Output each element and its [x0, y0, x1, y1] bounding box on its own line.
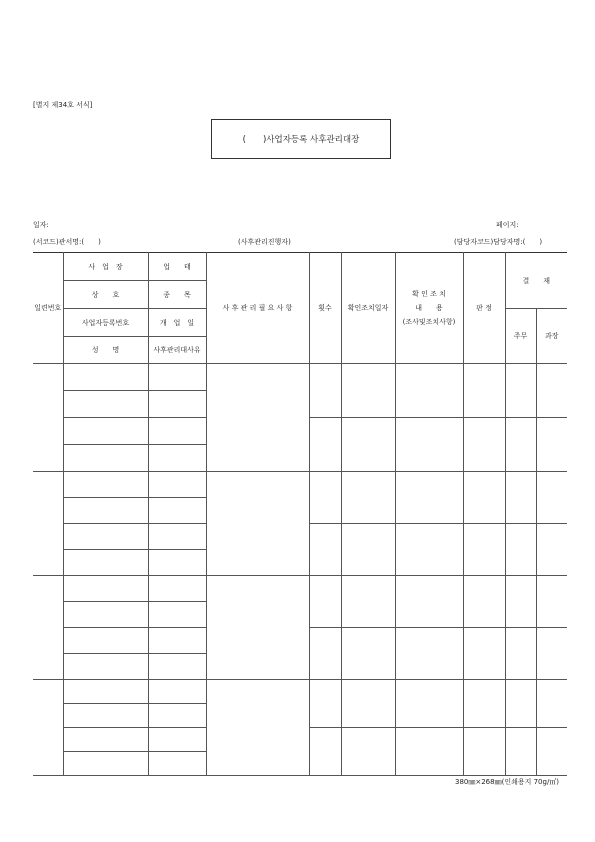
check-content-cell[interactable] — [395, 472, 463, 524]
header-judgment: 판 정 — [463, 253, 505, 364]
item-cell[interactable] — [148, 498, 206, 524]
serial-cell[interactable] — [33, 680, 63, 776]
business-type-cell[interactable] — [148, 576, 206, 602]
header-open-date: 개 업 일 — [148, 309, 206, 337]
reason-cell[interactable] — [148, 445, 206, 472]
serial-cell[interactable] — [33, 472, 63, 576]
judgment-cell[interactable] — [463, 418, 505, 472]
approval-chief-cell[interactable] — [536, 628, 567, 680]
page-label: 페이지: — [496, 221, 519, 229]
matters-cell[interactable] — [206, 680, 309, 776]
check-date-cell[interactable] — [341, 418, 395, 472]
matters-cell[interactable] — [206, 472, 309, 576]
name-cell[interactable] — [63, 445, 148, 472]
trade-name-cell[interactable] — [63, 391, 148, 418]
header-approval-staff: 주무 — [505, 309, 536, 364]
count-cell[interactable] — [309, 680, 341, 728]
approval-staff-cell[interactable] — [505, 524, 536, 576]
check-date-cell[interactable] — [341, 472, 395, 524]
check-date-cell[interactable] — [341, 680, 395, 728]
header-count: 횟수 — [309, 253, 341, 364]
judgment-cell[interactable] — [463, 576, 505, 628]
header-reason: 사후관리대사유 — [148, 337, 206, 364]
trade-name-cell[interactable] — [63, 704, 148, 728]
ledger-table — [33, 252, 567, 776]
approval-staff-cell[interactable] — [505, 680, 536, 728]
check-content-cell[interactable] — [395, 576, 463, 628]
check-date-cell[interactable] — [341, 524, 395, 576]
table-row — [33, 472, 567, 498]
approval-chief-cell[interactable] — [536, 728, 567, 776]
approval-staff-cell[interactable] — [505, 576, 536, 628]
header-item: 종 목 — [148, 281, 206, 309]
item-cell[interactable] — [148, 704, 206, 728]
check-content-cell[interactable] — [395, 680, 463, 728]
count-cell[interactable] — [309, 364, 341, 418]
approval-chief-cell[interactable] — [536, 364, 567, 418]
reg-number-cell[interactable] — [63, 524, 148, 550]
form-reference: [별지 제34호 서식] — [33, 101, 93, 109]
header-approval-chief: 과장 — [536, 309, 567, 364]
reason-cell[interactable] — [148, 550, 206, 576]
name-cell[interactable] — [63, 550, 148, 576]
matters-cell[interactable] — [206, 364, 309, 472]
header-check-content — [395, 253, 463, 364]
header-reg-number: 사업자등록번호 — [63, 309, 148, 337]
reg-number-cell[interactable] — [63, 628, 148, 654]
approval-chief-cell[interactable] — [536, 472, 567, 524]
count-cell[interactable] — [309, 728, 341, 776]
count-cell[interactable] — [309, 418, 341, 472]
check-content-cell[interactable] — [395, 628, 463, 680]
name-cell[interactable] — [63, 752, 148, 776]
reg-number-cell[interactable] — [63, 728, 148, 752]
open-date-cell[interactable] — [148, 628, 206, 654]
company-cell[interactable] — [63, 576, 148, 602]
approval-staff-cell[interactable] — [505, 728, 536, 776]
approval-staff-cell[interactable] — [505, 418, 536, 472]
form-title — [211, 119, 391, 159]
business-type-cell[interactable] — [148, 472, 206, 498]
header-row — [33, 253, 567, 281]
office-label: (서코드)관서명:( ) — [33, 238, 101, 246]
check-date-cell[interactable] — [341, 364, 395, 418]
progress-label: (사후관리진행자) — [238, 238, 291, 246]
date-label: 일자: — [33, 221, 49, 229]
count-cell[interactable] — [309, 472, 341, 524]
approval-staff-cell[interactable] — [505, 364, 536, 418]
name-cell[interactable] — [63, 654, 148, 680]
check-content-cell[interactable] — [395, 418, 463, 472]
business-type-cell[interactable] — [148, 680, 206, 704]
check-date-cell[interactable] — [341, 576, 395, 628]
approval-staff-cell[interactable] — [505, 472, 536, 524]
business-type-cell[interactable] — [148, 364, 206, 391]
open-date-cell[interactable] — [148, 524, 206, 550]
matters-cell[interactable] — [206, 576, 309, 680]
header-approval: 결 재 — [505, 253, 567, 309]
header-trade-name: 상 호 — [63, 281, 148, 309]
judgment-cell[interactable] — [463, 728, 505, 776]
form-title-text: ( )사업자등록 사후관리대장 — [242, 135, 360, 145]
header-company: 사 업 장 — [63, 253, 148, 281]
serial-cell[interactable] — [33, 364, 63, 472]
reason-cell[interactable] — [148, 752, 206, 776]
reason-cell[interactable] — [148, 654, 206, 680]
item-cell[interactable] — [148, 391, 206, 418]
check-content-cell[interactable] — [395, 524, 463, 576]
count-cell[interactable] — [309, 524, 341, 576]
company-cell[interactable] — [63, 364, 148, 391]
check-content-cell[interactable] — [395, 728, 463, 776]
trade-name-cell[interactable] — [63, 602, 148, 628]
count-cell[interactable] — [309, 628, 341, 680]
header-check-date: 확인조치일자 — [341, 253, 395, 364]
header-matters: 사 후 관 리 필 요 사 항 — [206, 253, 309, 364]
header-check-content-line3: (조사및조치사항) — [402, 318, 456, 326]
check-content-cell[interactable] — [395, 364, 463, 418]
header-serial: 일련번호 — [33, 253, 63, 364]
judgment-cell[interactable] — [463, 680, 505, 728]
table-row — [33, 576, 567, 602]
judgment-cell[interactable] — [463, 472, 505, 524]
company-cell[interactable] — [63, 472, 148, 498]
judgment-cell[interactable] — [463, 628, 505, 680]
approval-chief-cell[interactable] — [536, 418, 567, 472]
trade-name-cell[interactable] — [63, 498, 148, 524]
approval-chief-cell[interactable] — [536, 524, 567, 576]
count-cell[interactable] — [309, 576, 341, 628]
open-date-cell[interactable] — [148, 418, 206, 445]
approval-chief-cell[interactable] — [536, 680, 567, 728]
header-name: 성 명 — [63, 337, 148, 364]
officer-label: (담당자코드)담당자명:( ) — [454, 238, 543, 246]
serial-cell[interactable] — [33, 576, 63, 680]
table-row — [33, 364, 567, 391]
header-check-content-line1: 확 인 조 치 — [412, 290, 446, 298]
approval-staff-cell[interactable] — [505, 628, 536, 680]
header-business-type: 업 태 — [148, 253, 206, 281]
check-date-cell[interactable] — [341, 728, 395, 776]
open-date-cell[interactable] — [148, 728, 206, 752]
approval-chief-cell[interactable] — [536, 576, 567, 628]
reg-number-cell[interactable] — [63, 418, 148, 445]
item-cell[interactable] — [148, 602, 206, 628]
judgment-cell[interactable] — [463, 524, 505, 576]
table-row — [33, 680, 567, 704]
check-date-cell[interactable] — [341, 628, 395, 680]
judgment-cell[interactable] — [463, 364, 505, 418]
company-cell[interactable] — [63, 680, 148, 704]
paper-size-note: 380㎜×268㎜(인쇄용지 70g/㎡) — [455, 778, 560, 786]
header-check-content-line2: 내 용 — [415, 304, 443, 312]
